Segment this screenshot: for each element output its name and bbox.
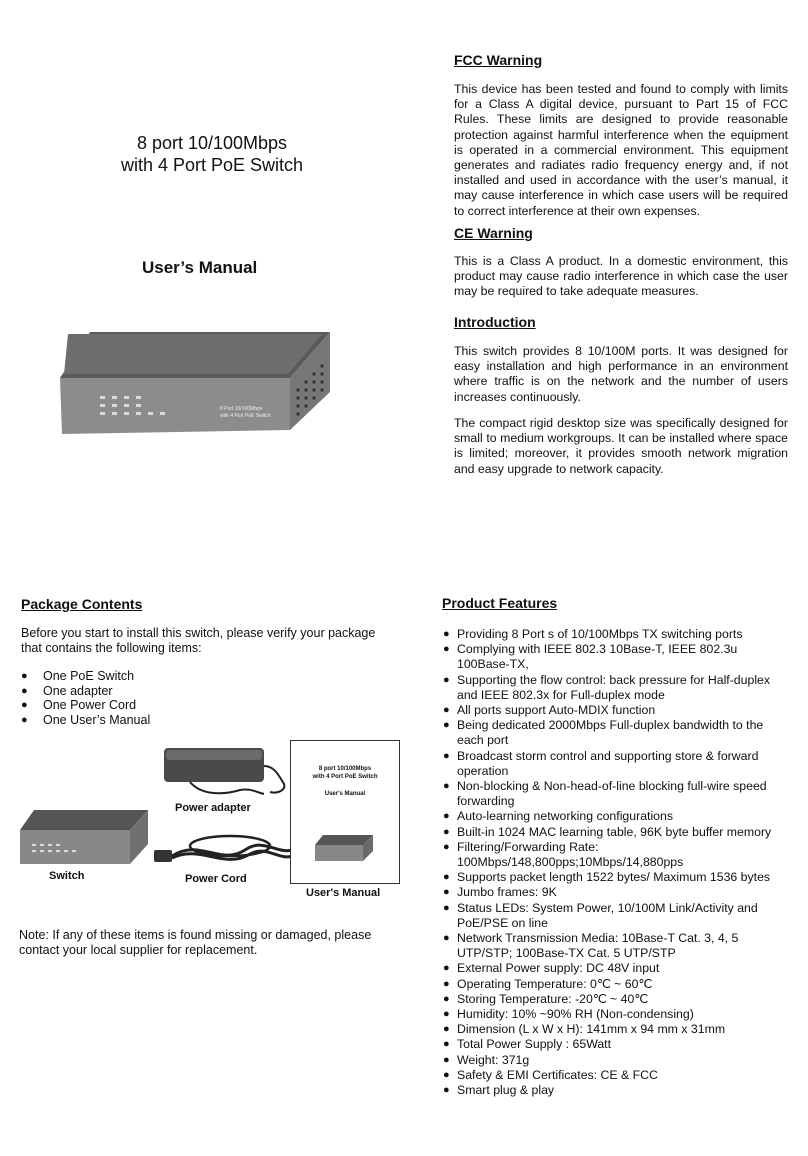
package-heading: Package Contents (21, 596, 143, 612)
features-heading: Product Features (442, 595, 558, 611)
ce-heading: CE Warning (454, 225, 533, 241)
switch-image (20, 808, 150, 866)
power-adapter-image (160, 744, 290, 800)
cover-title (112, 132, 312, 176)
list-item: ● External Power supply: DC 48V input (443, 961, 783, 976)
list-item: ● Dimension (L x W x H): 141mm x 94 mm x 31mm (443, 1022, 783, 1037)
list-item: ● Supporting the flow control: back pressure for Half-duplex and IEEE 802.3x for Full-duplex mode (443, 673, 783, 703)
list-item: ● Built-in 1024 MAC learning table, 96K byte buffer memory (443, 825, 783, 840)
features-list (443, 627, 783, 1098)
list-item: ● All ports support Auto-MDIX function (443, 703, 783, 718)
booklet-title-line2: with 4 Port PoE Switch (312, 774, 378, 780)
caption-switch: Switch (49, 870, 85, 882)
booklet-title-line1: 8 port 10/100Mbps (318, 766, 372, 772)
power-cord-image (150, 818, 300, 872)
package-intro: Before you start to install this switch, please verify your package that contains the following items: (21, 626, 376, 655)
list-item: ● Network Transmission Media: 10Base-T Cat. 3, 4, 5 UTP/STP; 100Base-TX Cat. 5 UTP/STP (443, 931, 783, 961)
caption-power-adapter: Power adapter (175, 802, 251, 814)
package-list (21, 669, 321, 727)
intro-heading: Introduction (454, 314, 536, 330)
package-note: Note: If any of these items is found missing or damaged, please contact your local supplier for replacement. (19, 928, 372, 957)
list-item: ● Auto-learning networking configurations (443, 809, 783, 824)
intro-paragraph-2: The compact rigid desktop size was specifically designed for small to medium workgroups. It can be installed where space is limited; moreover, it provides smooth network migration and easy upgrade to network capacity. (454, 416, 788, 476)
list-item: ● Complying with IEEE 802.3 10Base-T, IEEE 802.3u 100Base-TX, (443, 642, 783, 672)
list-item: ● One adapter (21, 684, 321, 699)
list-item: ● Filtering/Forwarding Rate: 100Mbps/148,800pps;10Mbps/14,880pps (443, 840, 783, 870)
switch-device-image (60, 330, 340, 438)
device-label-line2: with 4 Port PoE Switch (220, 413, 271, 419)
cover-title-line1: 8 port 10/100Mbps (136, 133, 288, 153)
ce-text: This is a Class A product. In a domestic environment, this product may cause radio interference in which case the user may be required to take adequate measures. (454, 254, 788, 299)
fcc-heading: FCC Warning (454, 52, 543, 68)
list-item: ● Supports packet length 1522 bytes/ Maximum 1536 bytes (443, 870, 783, 885)
list-item: ● Being dedicated 2000Mbps Full-duplex bandwidth to the each port (443, 718, 783, 748)
list-item: ● One PoE Switch (21, 669, 321, 684)
fcc-text: This device has been tested and found to comply with limits for a Class A digital device, pursuant to Part 15 of FCC Rules. These limits are designed to provide reasonable protection against harmful interference when the equipment is operated in a commercial environment. This equipment generates and radiates radio frequency energy and, if not installed and used in accordance with the user’s manual, it may cause interference in which case users will be required to correct interference at their own expenses. (454, 82, 788, 218)
manual-booklet-image (290, 740, 400, 884)
list-item: ● Status LEDs: System Power, 10/100M Link/Activity and PoE/PSE on line (443, 901, 783, 931)
list-item: ● Storing Temperature: -20℃ ~ 40℃ (443, 992, 783, 1007)
list-item: ● Non-blocking & Non-head-of-line blocking full-wire speed forwarding (443, 779, 783, 809)
list-item: ● Jumbo frames: 9K (443, 885, 783, 900)
list-item: ● Humidity: 10% ~90% RH (Non-condensing) (443, 1007, 783, 1022)
list-item: ● Weight: 371g (443, 1053, 783, 1068)
list-item: ● One Power Cord (21, 698, 321, 713)
cover-manual-label: User’s Manual (142, 258, 258, 277)
list-item: ● Operating Temperature: 0℃ ~ 60℃ (443, 977, 783, 992)
caption-power-cord: Power Cord (185, 873, 247, 885)
list-item: ● One User’s Manual (21, 713, 321, 728)
device-label-line1: 8 Port 10/100Mbps (220, 406, 263, 412)
booklet-switch-icon (315, 833, 375, 863)
list-item: ● Total Power Supply : 65Watt (443, 1037, 783, 1052)
list-item: ● Safety & EMI Certificates: CE & FCC (443, 1068, 783, 1083)
cover-title-line2: with 4 Port PoE Switch (120, 155, 304, 175)
list-item: ● Smart plug & play (443, 1083, 783, 1098)
caption-users-manual: User's Manual (306, 887, 381, 899)
list-item: ● Broadcast storm control and supporting store & forward operation (443, 749, 783, 779)
booklet-subtitle: User's Manual (324, 791, 366, 797)
list-item: ● Providing 8 Port s of 10/100Mbps TX switching ports (443, 627, 783, 642)
intro-paragraph-1: This switch provides 8 10/100M ports. It was designed for easy installation and high performance in an environment where traffic is on the network and the number of users increases continuously. (454, 344, 788, 404)
